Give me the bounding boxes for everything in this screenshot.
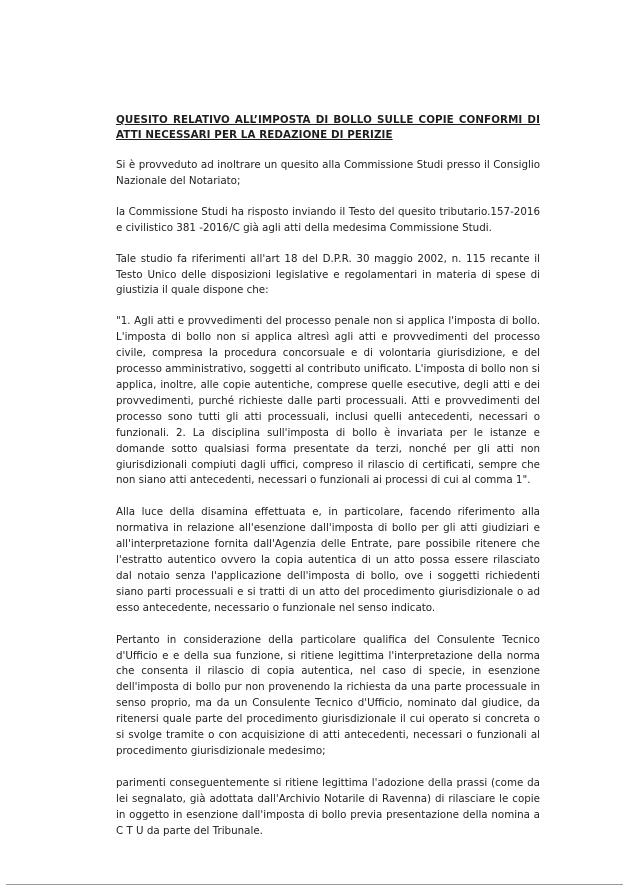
- paragraph-riferimento-dpr: Tale studio fa riferimenti all'art 18 del D.P.R. 30 maggio 2002, n. 115 recante il Testo Unico delle disposizioni legislative e regolamentari in materia di spese di giustizia il quale dispone che:: [116, 252, 540, 297]
- paragraph-citazione-articolo: "1. Agli atti e provvedimenti del processo penale non si applica l'imposta di bollo. L'imposta di bollo non si applica altresì agli atti e provvedimenti del processo civile, compresa la procedura concorsuale e di volontaria giurisdizione, e del processo amministrativo, soggetti al contributo unificato. L'imposta di bollo non si applica, inoltre, alle copie autentiche, comprese quelle esecutive, degli atti e dei provvedimenti, purché richieste dalle parti processuali. Atti e provvedimenti del processo sono tutti gli atti processuali, inclusi quelli antecedenti, necessari o funzionali. 2. La disciplina sull'imposta di bollo è invariata per le istanze e domande sotto qualsiasi forma presentate da terzi, nonché per gli atti non giurisdizionali compiuti dagli uffici, compreso il rilascio di certificati, sempre che non siano atti antecedenti, necessari o funzionali ai processi di cui al comma 1".: [116, 315, 540, 487]
- paragraph-disamina: Alla luce della disamina effettuata e, in particolare, facendo riferimento alla normativa in relazione all'esenzione dall'imposta di bollo per gli atti giudiziari e all'interpretazione fornita dall'Agenzia delle Entrate, pare possibile ritenere che l'estratto autentico ovvero la copia autentica di un atto possa essere rilasciato dal notaio senza l'applicazione dell'imposta di bollo, ove i soggetti richiedenti siano parti processuali e si tratti di un atto del procedimento giurisdizionale o ad esso antecedente, necessario o funzionale nel senso indicato.: [116, 506, 540, 614]
- paragraph-prassi-esenzione: parimenti conseguentemente si ritiene legittima l'adozione della prassi (come da lei segnalato, già adottata dall'Archivio Notarile di Ravenna) di rilasciare le copie in oggetto in esenzione dall'imposta di bollo previa presentazione della nomina a C T U da parte del Tribunale.: [116, 776, 540, 837]
- scan-bottom-edge-line: [6, 884, 623, 885]
- document-title: QUESITO RELATIVO ALL’IMPOSTA DI BOLLO SULLE COPIE CONFORMI DI ATTI NECESSARI PER LA REDAZIONE DI PERIZIE: [116, 114, 540, 141]
- paragraph-risposta-commissione: la Commissione Studi ha risposto inviando il Testo del quesito tributario.157-2016 e civilistico 381 -2016/C già agli atti della medesima Commissione Studi.: [116, 205, 540, 234]
- paragraph-consulente-tecnico: Pertanto in considerazione della particolare qualifica del Consulente Tecnico d'Ufficio e e della sua funzione, si ritiene legittima l'interpretazione della norma che consenta il rilascio di copia autentica, nel caso di specie, in esenzione dell'imposta di bollo pur non provenendo la richiesta da una parte processuale in senso proprio, ma da un Consulente Tecnico d'Ufficio, nominato dal giudice, da ritenersi quale parte del procedimento giurisdizionale il cui operato si concreta o si svolge tramite o con acquisizione di atti antecedenti, necessari o funzionali al procedimento giurisdizionale medesimo;: [116, 633, 540, 757]
- document-body: [116, 113, 540, 855]
- paragraph-inoltro-quesito: Si è provveduto ad inoltrare un quesito alla Commissione Studi presso il Consiglio Nazionale del Notariato;: [116, 159, 540, 187]
